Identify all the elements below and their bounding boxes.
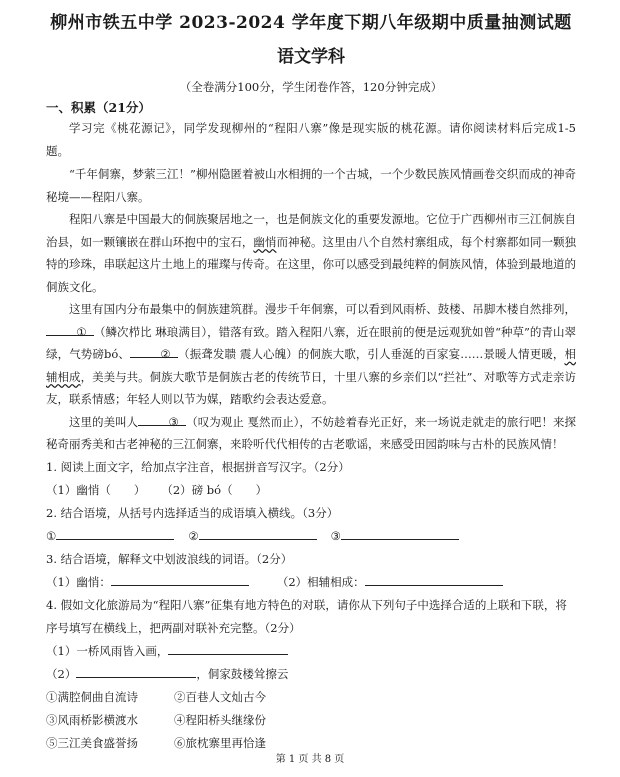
q4-answer-line-1[interactable] (168, 640, 288, 655)
q2-answer-line-1[interactable] (56, 525, 174, 540)
question-3-items (46, 571, 576, 594)
para3-text-a: 这里有国内分布最集中的侗族建筑群。漫步千年侗寨，可以看到风雨桥、鼓楼、吊脚木楼自然排列， (69, 302, 576, 316)
question-1-items (46, 479, 576, 502)
option-6: ⑥旅枕寨里再恰逢 (174, 735, 266, 750)
q4-line-2-prefix: （2） (46, 666, 77, 681)
para4-text-a: 这里的美叫人 (69, 414, 139, 429)
page-footer: 第 1 页 共 8 页 (275, 754, 345, 765)
option-3: ③风雨桥影横渡水 (46, 712, 138, 727)
question-3-stem: 3. 结合语境，解释文中划波浪线的词语。（2分） (46, 551, 293, 566)
q2-num-3: ③ (330, 528, 341, 543)
blank-3[interactable]: ③ (138, 411, 186, 426)
para3-text-e: ，美美与共。侗族大歌节是侗族古老的传统节日，十里八寨的乡亲们以“拦社”、对歌等方式走亲访友，联系情感；年轻人则以节为媒，踏歌约会表达爱意。 (46, 369, 577, 406)
q3-item-1: （1）幽悄： (46, 574, 111, 589)
q3-item-2: （2）相辅相成： (276, 574, 365, 589)
exam-title: 柳州市铁五中学 2023-2024 学年度下期八年级期中质量抽测试题 (50, 13, 572, 33)
intro-paragraph: 学习完《桃花源记》，同学发现柳州的“程阳八寨”像是现实版的桃花源。请你阅读材料后完成1-5题。 (46, 121, 576, 158)
q4-line-2-suffix: ，侗家鼓楼耸擦云 (196, 666, 289, 681)
pinyin-bo: bó (104, 347, 119, 361)
q2-answer-line-2[interactable] (199, 525, 317, 540)
passage-paragraph-3 (46, 298, 576, 411)
option-2: ②百巷人文灿古今 (174, 689, 266, 704)
passage-paragraph-1: “千年侗寨，梦萦三江！”柳州隐匿着被山水相拥的一个古城，一个少数民族风情画卷交织而成的神奇秘境——程阳八寨。 (46, 167, 576, 204)
question-1-stem: 1. 阅读上面文字，给加点字注音，根据拼音写汉字。（2分） (46, 459, 350, 474)
option-4: ④程阳桥头继缘份 (174, 712, 266, 727)
para3-text-d: （振聋发聩 震人心魄）的侗族大歌，引人垂涎的百家宴……景暖人情更暖， (178, 347, 565, 361)
question-2-blanks (46, 525, 576, 548)
para2-text-b: 而神秘。这里由八个自然村寨组成，每个村寨都如同一颗独特的珍珠，串联起这片土地上的璀璨与传奇。在这里，你可以感受到最纯粹的侗族风情，体验到最地道的侗族文化。 (46, 234, 577, 294)
q2-answer-line-3[interactable] (341, 525, 459, 540)
passage-paragraph-4 (46, 411, 576, 456)
question-4-stem: 4. 假如文化旅游局为“程阳八寨”征集有地方特色的对联，请你从下列句子中选择合适的上联和下联，将序号填写在横线上，把两副对联补充完整。（2分） (46, 597, 567, 635)
option-5: ⑤三江美食盛誉扬 (46, 735, 138, 750)
blank-2[interactable]: ② (130, 343, 178, 358)
para4-text-b: （叹为观止 戛然而止），不妨趁着春光正好，来一场说走就走的旅行吧！来探秘奇丽秀美和古老神秘的三江侗寨，来聆听代代相传的古老歌谣，来感受田园韵味与古朴的民族风情！ (46, 414, 577, 451)
blank-1[interactable]: ① (46, 321, 94, 336)
para2-text-a: 程阳八寨是中国最大的侗族聚居地之一，也是侗族文化的重要发源地。它位于广西柳州市三江侗族自治县，如一颗镶嵌在群山环抱中的宝石， (46, 212, 576, 249)
wavy-word-xiangfuxiangcheng: 相辅相成 (46, 347, 577, 384)
para3-text-c: 、 (118, 347, 130, 361)
q2-num-1: ① (46, 528, 57, 543)
exam-note: （全卷满分100分，学生闭卷作答，120分钟完成） (179, 80, 443, 94)
couplet-line-2 (46, 663, 576, 686)
para3-text-b: （鳞次栉比 琳琅满目），错落有致。踏入程阳八寨，近在眼前的便是远观犹如曾“种草”的青山翠绿，气势磅 (46, 324, 576, 361)
question-2-stem: 2. 结合语境，从括号内选择适当的成语填入横线。（3分） (46, 505, 339, 520)
q4-answer-line-2[interactable] (76, 663, 196, 678)
q1-item-1[interactable]: （1）幽悄（ ） (46, 482, 146, 497)
wavy-word-youqiao: 幽悄 (253, 234, 277, 249)
couplet-options (46, 686, 576, 755)
q1-item-2[interactable]: （2）磅 bó（ ） (161, 482, 268, 497)
couplet-line-1 (46, 640, 576, 663)
q3-answer-line-1[interactable] (111, 571, 249, 586)
section-heading: 一、积累（21分） (46, 100, 151, 115)
q2-num-2: ② (188, 528, 199, 543)
subject-title: 语文学科 (277, 47, 345, 67)
passage-paragraph-2 (46, 208, 576, 298)
q3-answer-line-2[interactable] (365, 571, 503, 586)
q4-line-1: （1）一桥风雨皆入画， (46, 643, 169, 658)
option-1: ①满腔侗曲自流诗 (46, 689, 138, 704)
